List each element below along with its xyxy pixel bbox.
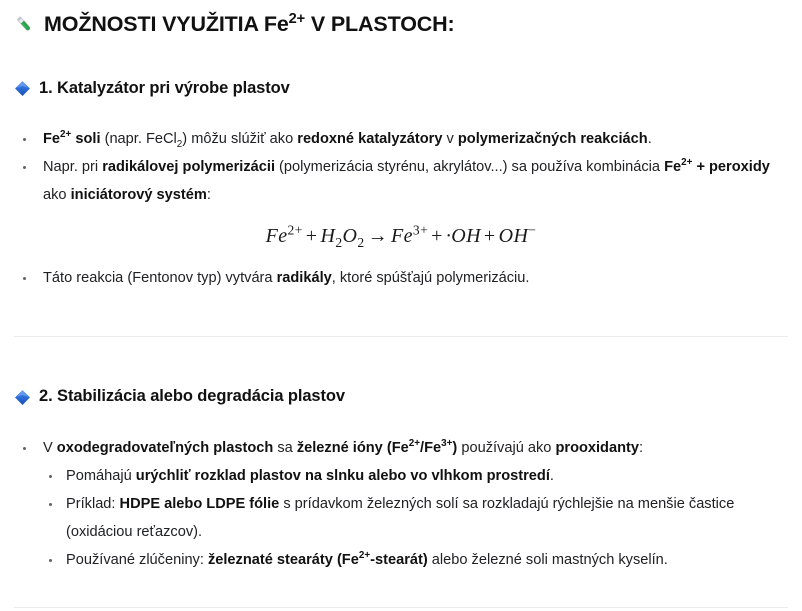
list-item bbox=[49, 490, 788, 546]
section-heading-1-text: 1. Katalyzátor pri výrobe plastov bbox=[39, 78, 290, 97]
section-heading-2 bbox=[14, 386, 788, 407]
list-item bbox=[14, 153, 788, 209]
list-item bbox=[14, 125, 788, 153]
page-title bbox=[14, 11, 788, 38]
list-item-text: Napr. pri radikálovej polymerizácii (polymerizácia styrénu, akrylátov...) sa používa kombinácia $Fe^{2+}$ + peroxidy ako iniciátorový systém: bbox=[43, 153, 788, 209]
list-item-text: V oxodegradovateľných plastoch sa železné ióny $(Fe^{2+}/Fe^{3+})$ používajú ako prooxidanty: bbox=[43, 434, 788, 462]
blue-diamond-icon bbox=[14, 80, 31, 97]
list-item-text: $Fe^{2+}$ soli (napr. FeCl$_2$) môžu slúžiť ako redoxné katalyzátory v polymerizačných reakciách. bbox=[43, 125, 788, 153]
list-item-text: Pomáhajú urýchliť rozklad plastov na slnku alebo vo vlhkom prostredí. bbox=[66, 467, 554, 484]
list-item bbox=[49, 462, 788, 490]
chemical-equation bbox=[14, 222, 788, 250]
list-item-text: Príklad: HDPE alebo LDPE fólie s prídavkom železných solí sa rozkladajú rýchlejšie na menšie častice (oxidáciou reťazcov). bbox=[66, 495, 735, 540]
page-title-text: MOŽNOSTI VYUŽITIA $Fe^{2+}$ V PLASTOCH: bbox=[44, 10, 455, 36]
list-item-text: Používané zlúčeniny: železnaté stearáty $(Fe^{2+}-stearát)$ alebo železné soli mastných kyselín. bbox=[66, 549, 668, 568]
list-item bbox=[14, 434, 788, 462]
section-2-bullet-list bbox=[14, 434, 788, 462]
section-heading-2-text: 2. Stabilizácia alebo degradácia plastov bbox=[39, 387, 345, 406]
list-item bbox=[49, 546, 788, 574]
document-page bbox=[0, 11, 802, 611]
section-1-bullet-list-after-equation bbox=[14, 264, 788, 292]
list-item bbox=[14, 264, 788, 292]
test-tube-icon bbox=[14, 14, 35, 35]
blue-diamond-icon bbox=[14, 389, 31, 406]
section-2-sub-bullet-list bbox=[14, 462, 788, 574]
section-heading-1 bbox=[14, 78, 788, 99]
list-item-text: Táto reakcia (Fentonov typ) vytvára radikály, ktoré spúšťajú polymerizáciu. bbox=[43, 264, 788, 292]
equation-text: $Fe^{2+} + H_2O_2 \to Fe^{3+} + \cdot OH + OH^-$ bbox=[265, 222, 537, 250]
bottom-divider bbox=[14, 607, 788, 608]
section-1-bullet-list bbox=[14, 125, 788, 209]
